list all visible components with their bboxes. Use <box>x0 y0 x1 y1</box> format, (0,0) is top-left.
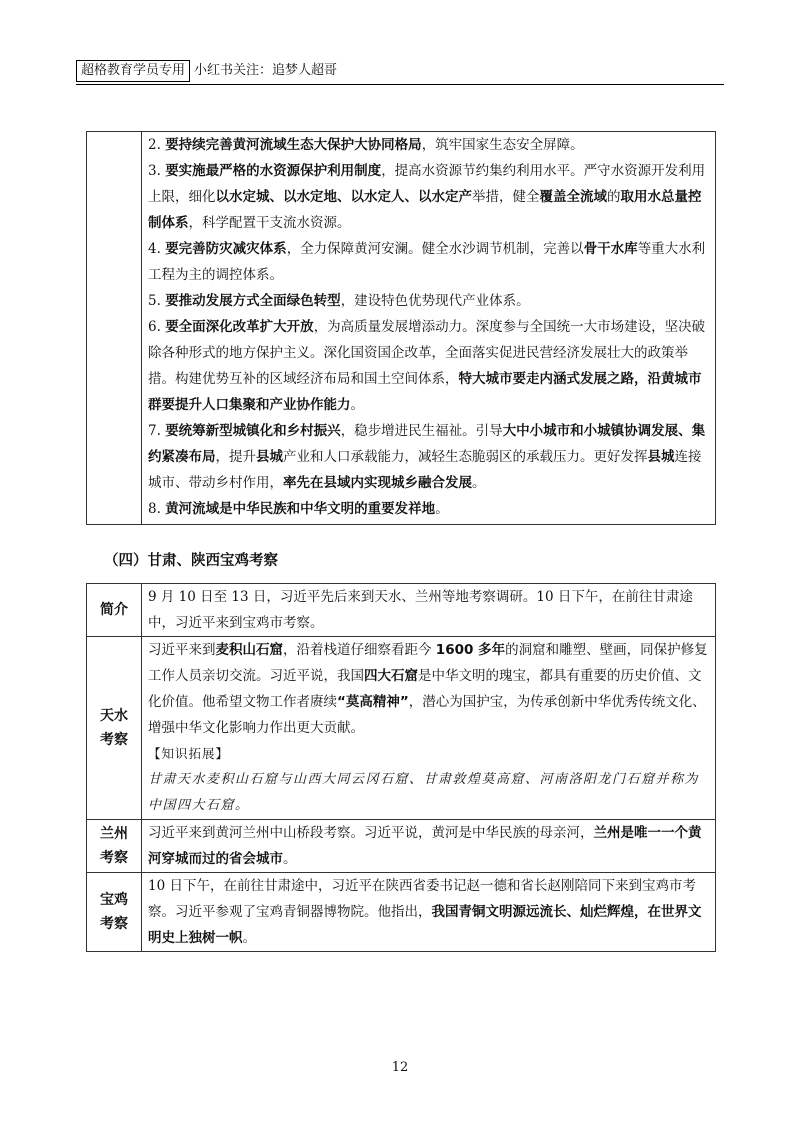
table-row <box>87 637 716 820</box>
item-3: 3. 要实施最严格的水资源保护利用制度，提高水资源节约集约利用水平。严守水资源开发利用上限，细化以水定城、以水定地、以水定人、以水定产举措，健全覆盖全流域的取用水总量控制体系，科学配置干支流水资源。 <box>148 163 706 231</box>
item-4: 4. 要完善防灾减灾体系，全力保障黄河安澜。健全水沙调节机制，完善以骨干水库等重大水利工程为主的调控体系。 <box>148 241 706 283</box>
table-row <box>87 584 716 637</box>
item-8: 8. 黄河流域是中华民族和中华文明的重要发祥地。 <box>148 501 449 517</box>
intro-text: 9 月 10 日至 13 日，习近平先后来到天水、兰州等地考察调研。10 日下午，在前往甘肃途中，习近平来到宝鸡市考察。 <box>142 584 716 637</box>
header-tag: 超格教育学员专用 <box>76 60 190 82</box>
table-row <box>87 873 716 952</box>
knowledge-body: 甘肃天水麦积山石窟与山西大同云冈石窟、甘肃敦煌莫高窟、河南洛阳龙门石窟并称为中国四大石窟。 <box>148 772 700 813</box>
header-rule <box>76 84 724 85</box>
label-lanzhou: 兰州 考察 <box>87 820 142 873</box>
page-header <box>76 60 337 82</box>
label-baoji: 宝鸡 考察 <box>87 873 142 952</box>
lanzhou-text: 习近平来到黄河兰州中山桥段考察。习近平说，黄河是中华民族的母亲河，兰州是唯一一个黄河穿城而过的省会城市。 <box>142 820 716 873</box>
item-6: 6. 要全面深化改革扩大开放，为高质量发展增添动力。深度参与全国统一大市场建设，坚决破除各种形式的地方保护主义。深化国资国企改革，全面落实促进民营经济发展壮大的政策举措。构建优势互补的区域经济布局和国土空间体系，特大城市要走内涵式发展之路，沿黄城市群要提升人口集聚和产业协作能力。 <box>148 319 706 413</box>
item-2: 2. 要持续完善黄河流域生态大保护大协同格局，筑牢国家生态安全屏障。 <box>148 137 584 153</box>
top-table <box>86 131 716 525</box>
baoji-text: 10 日下午，在前往甘肃途中，习近平在陕西省委书记赵一德和省长赵刚陪同下来到宝鸡市考察。习近平参观了宝鸡青铜器博物院。他指出，我国青铜文明源远流长、灿烂辉煌，在世界文明史上独树一帜。 <box>142 873 716 952</box>
section-title: （四）甘肃、陕西宝鸡考察 <box>104 553 278 569</box>
label-intro: 简介 <box>87 584 142 637</box>
table-row <box>87 820 716 873</box>
top-table-empty-label <box>87 132 142 525</box>
knowledge-heading: 【知识拓展】 <box>148 746 230 761</box>
item-5: 5. 要推动发展方式全面绿色转型，建设特色优势现代产业体系。 <box>148 293 530 309</box>
header-note: 小红书关注：追梦人超哥 <box>194 63 338 78</box>
bottom-table <box>86 583 716 952</box>
item-7: 7. 要统筹新型城镇化和乡村振兴，稳步增进民生福祉。引导大中小城市和小城镇协调发展、集约紧凑布局，提升县城产业和人口承载能力，减轻生态脆弱区的承载压力。更好发挥县城连接城市、带动乡村作用，率先在县域内实现城乡融合发展。 <box>148 423 706 491</box>
tianshui-text: 习近平来到麦积山石窟，沿着栈道仔细察看距今 1600 多年的洞窟和雕塑、壁画，同保护修复工作人员亲切交流。习近平说，我国四大石窟是中华文明的瑰宝，都具有重要的历史价值、文化价值。他希望文物工作者赓续“莫高精神”，潜心为国护宝，为传承创新中华优秀传统文化、增强中华文化影响力作出更大贡献。 【知识拓展】 甘肃天水麦积山石窟与山西大同云冈石窟、甘肃敦煌莫高窟、河南洛阳龙门石窟并称为中国四大石窟。 <box>142 637 716 820</box>
label-tianshui: 天水 考察 <box>87 637 142 820</box>
top-table-content <box>142 132 716 525</box>
page-number: 12 <box>391 1060 409 1075</box>
